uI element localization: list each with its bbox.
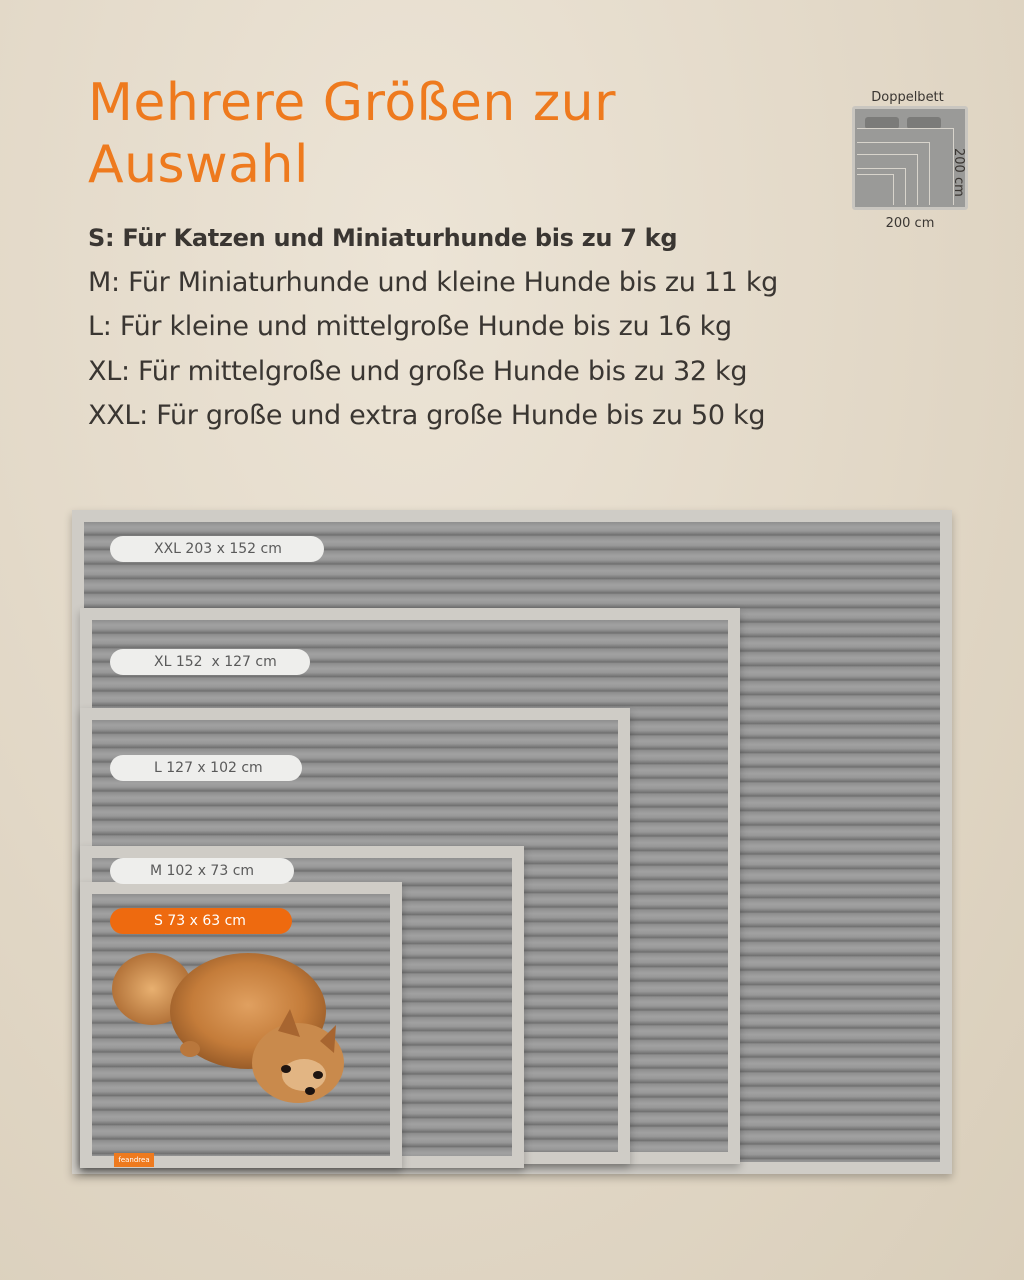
size-description-xl: XL: Für mittelgroße und große Hunde bis zu 32 kg — [88, 355, 748, 387]
label-m: M 102 x 73 cm — [110, 858, 294, 884]
label-xxl: XXL 203 x 152 cm — [110, 536, 324, 562]
bed-width-label: 200 cm — [885, 216, 935, 231]
page-title: Mehrere Größen zur Auswahl — [88, 73, 617, 195]
brand-tag: feandrea — [114, 1153, 154, 1167]
label-s: S 73 x 63 cm — [110, 908, 292, 934]
bed-height-label: 200 cm — [951, 148, 966, 197]
size-description-xxl: XXL: Für große und extra große Hunde bis zu 50 kg — [88, 400, 766, 431]
size-description-m: M: Für Miniaturhunde und kleine Hunde bis zu 11 kg — [88, 266, 779, 298]
size-description-s: S: Für Katzen und Miniaturhunde bis zu 7 kg — [88, 224, 678, 252]
size-description-l: L: Für kleine und mittelgroße Hunde bis zu 16 kg — [88, 311, 732, 342]
dog-illustration — [108, 945, 348, 1115]
label-l: L 127 x 102 cm — [110, 755, 302, 781]
label-xl: XL 152 x 127 cm — [110, 649, 310, 675]
bed-diagram-label: Doppelbett — [871, 90, 944, 105]
